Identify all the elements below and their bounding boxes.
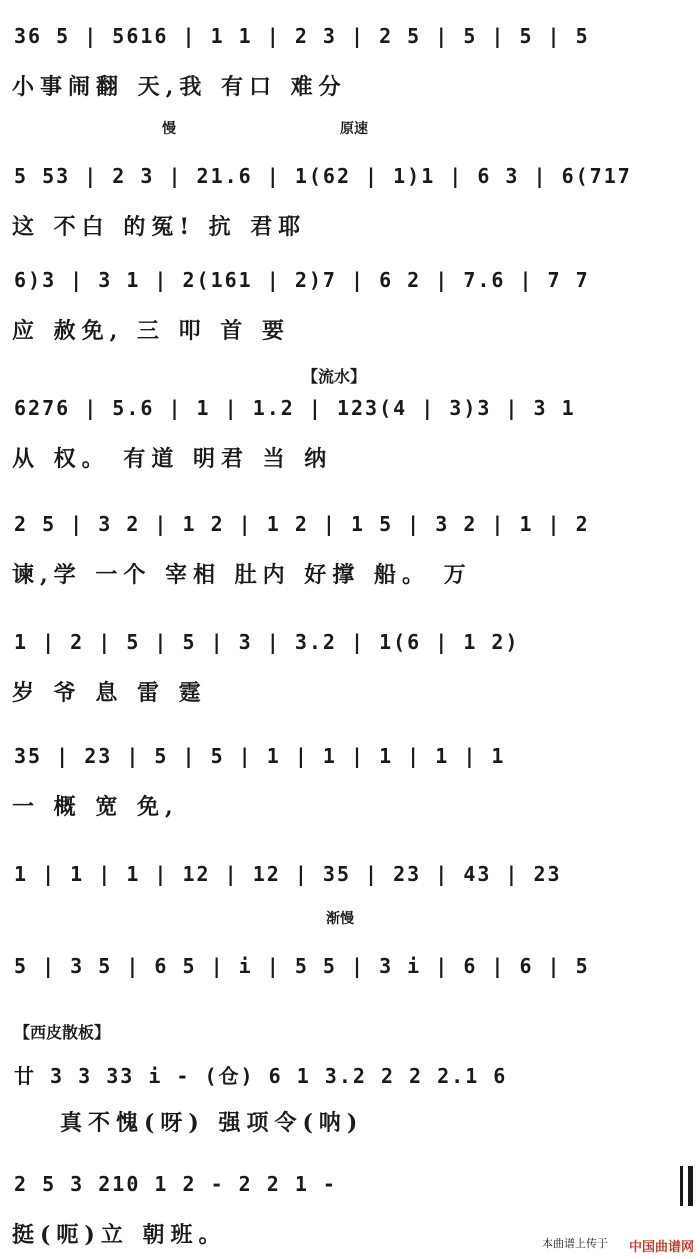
notes-line-3: 6)3 | 3 1 | 2(161 | 2)7 | 6 2 | 7.6 | 7 7 <box>14 268 590 292</box>
notes-line-4: 6276 | 5.6 | 1 | 1.2 | 123(4 | 3)3 | 3 1 <box>14 396 576 420</box>
notes-line-5: 2 5 | 3 2 | 1 2 | 1 2 | 1 5 | 3 2 | 1 | 2 <box>14 512 590 536</box>
notes-line-11: 2 5 3 210 1 2 - 2 2 1 - <box>14 1172 337 1196</box>
system-3 <box>0 262 700 352</box>
lyrics-line-3: 应 赦免, 三 叩 首 要 <box>12 318 290 344</box>
lyrics-line-4: 从 权。 有道 明君 当 纳 <box>12 446 333 472</box>
notes-line-9: 5 | 3 5 | 6 5 | i | 5 5 | 3 i | 6 | 6 | 5 <box>14 954 590 978</box>
system-4 <box>0 390 700 480</box>
lyrics-line-1: 小事闹翻 天,我 有口 难分 <box>12 74 347 100</box>
tempo-slow: 慢 <box>162 121 176 137</box>
notes-line-6: 1 | 2 | 5 | 5 | 3 | 3.2 | 1(6 | 1 2) <box>14 630 520 654</box>
notes-line-7: 35 | 23 | 5 | 5 | 1 | 1 | 1 | 1 | 1 <box>14 744 506 768</box>
lyrics-line-11: 挺(呃)立 朝班。 <box>12 1222 227 1248</box>
lyrics-line-10: 真不愧(呀) 强项令(呐) <box>60 1110 364 1136</box>
lyrics-line-2: 这 不白 的冤! 抗 君耶 <box>12 214 307 240</box>
section-label-xipi-sanban: 【西皮散板】 <box>14 1023 111 1042</box>
system-9 <box>0 948 700 998</box>
final-barline-thin <box>680 1166 683 1206</box>
notes-line-2: 5 53 | 2 3 | 21.6 | 1(62 | 1)1 | 6 3 | 6(717 <box>14 164 632 188</box>
lyrics-line-6: 岁 爷 息 雷 霆 <box>12 680 207 706</box>
notes-line-1: 36 5 | 5616 | 1 1 | 2 3 | 2 5 | 5 | 5 | 5 <box>14 24 590 48</box>
upload-note: 本曲谱上传于 <box>542 1237 608 1250</box>
system-6 <box>0 624 700 714</box>
system-10 <box>0 1054 700 1144</box>
tempo-original: 原速 <box>340 121 368 137</box>
lyrics-line-5: 谏,学 一个 宰相 肚内 好撑 船。 万 <box>12 562 472 588</box>
system-7 <box>0 738 700 828</box>
notes-line-8: 1 | 1 | 1 | 12 | 12 | 35 | 23 | 43 | 23 <box>14 862 562 886</box>
system-8 <box>0 856 700 906</box>
system-2 <box>0 158 700 248</box>
system-5 <box>0 506 700 596</box>
lyrics-line-7: 一 概 宽 免, <box>12 794 179 820</box>
notes-line-10: 廿 3 3 33 i - (仓) 6 1 3.2 2 2 2.1 6 <box>14 1064 508 1088</box>
final-barline-thick <box>688 1166 693 1206</box>
section-label-liushui: 【流水】 <box>302 367 367 386</box>
tempo-gradually-slower: 渐慢 <box>326 911 354 927</box>
system-1 <box>0 18 700 108</box>
site-logo: 中国曲谱网 <box>628 1240 694 1255</box>
